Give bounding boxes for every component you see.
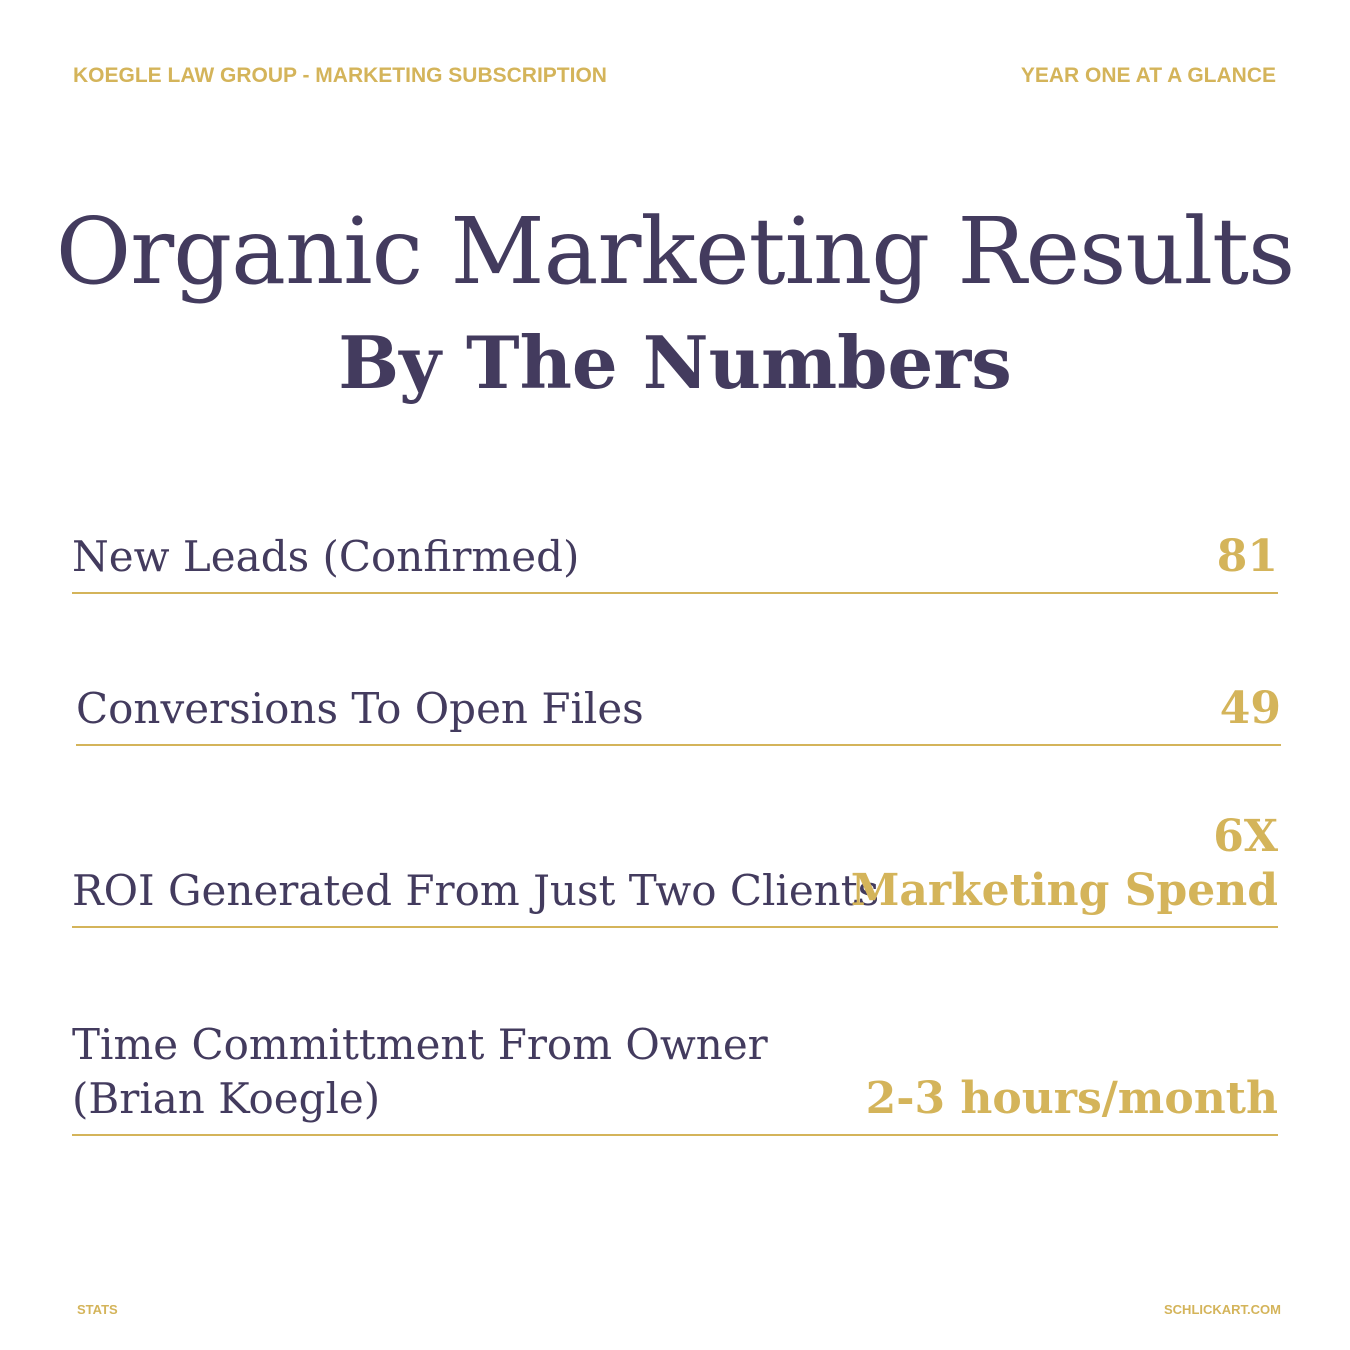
stat-value: 49 (1219, 683, 1281, 734)
stat-row-conversions (76, 672, 1281, 746)
stat-label (72, 1018, 768, 1126)
stat-row-new-leads (72, 520, 1278, 594)
stat-row-time-commitment (72, 1008, 1278, 1136)
footer-category: STATS (77, 1302, 118, 1317)
stat-value (851, 810, 1278, 918)
page-title: Organic Marketing Results (55, 198, 1295, 305)
stat-label: Conversions To Open Files (76, 684, 644, 733)
stat-value: 81 (1216, 531, 1278, 582)
stat-value-multiplier: 6X (1213, 811, 1278, 862)
stat-label: ROI Generated From Just Two Clients (72, 866, 880, 915)
header-period: YEAR ONE AT A GLANCE (1020, 64, 1276, 87)
stat-value-unit: Marketing Spend (850, 865, 1278, 916)
stat-label: New Leads (Confirmed) (72, 532, 580, 581)
header-brand: KOEGLE LAW GROUP - MARKETING SUBSCRIPTION (73, 64, 607, 87)
stat-value: 2-3 hours/month (865, 1073, 1278, 1124)
footer-website: SCHLICKART.COM (1164, 1302, 1281, 1317)
page-subtitle: By The Numbers (338, 320, 1012, 405)
stat-row-roi (72, 800, 1278, 928)
stat-label-line1: Time Committment From Owner (72, 1020, 768, 1069)
stat-label-line2: (Brian Koegle) (72, 1074, 381, 1123)
